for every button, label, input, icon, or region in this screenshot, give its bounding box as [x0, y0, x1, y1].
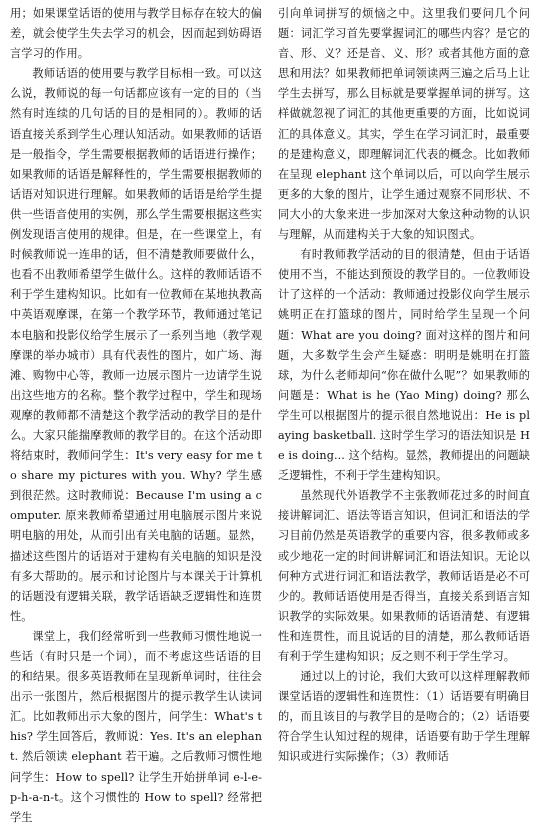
paragraph: 通过以上的讨论，我们大致可以这样理解教师课堂话语的逻辑性和连贯性：（1）话语要有明确目的，而且该目的与教学目的是吻合的；（2）话语要符合学生认知过程的规律，话语要有助于学生理解知识或进行实际操作；（3）教师话	[278, 670, 530, 764]
paragraph: 用；如果课堂话语的使用与教学目标存在较大的偏差，就会使学生失去学习的机会，因而起到妨碍语言学习的作用。	[10, 7, 262, 61]
paragraph: 有时教师教学活动的目的很清楚，但由于话语使用不当，不能达到预设的教学目的。一位教师设计了这样的一个活动：教师通过投影仪向学生展示姚明正在打篮球的图片，同时给学生呈现一个问题：What are you doing? 面对这样的图片和问题，大多数学生会产生疑惑：明明是姚明在打篮球，为什么老师却问“你在做什么呢”？如果教师的问题是：What is he (Yao Ming) doing? 那么学生可以根据图片的提示很自然地说出：He is playing basketball. 这时学生学习的语法知识是 He is doing... 这个结构。显然，教师提出的问题缺乏逻辑性，不利于学生建构知识。	[278, 248, 530, 483]
paragraph: 引向单词拼写的烦恼之中。这里我们要问几个问题：词汇学习首先要掌握词汇的哪些内容？是它的音、形、义？还是音、义、形？或者其他方面的意思和用法？如果教师把单词领读两三遍之后马上让学生去拼写，那么目标就是要掌握单词的拼写。这样做就忽视了词汇的其他更重要的方面，比如说词汇的具体意义。其实，学生在学习词汇时，最重要的是建构意义，即理解词汇代表的概念。比如教师在呈现 elephant 这个单词以后，可以向学生展示更多的大象的图片，让学生通过观察不同形状、不同大小的大象来进一步加深对大象这种动物的认识与理解，从而建构关于大象的知识图式。	[278, 7, 530, 242]
paragraph: 教师话语的使用要与教学目标相一致。可以这么说，教师说的每一句话都应该有一定的目的（当然有时连续的几句话的目的是相同的）。教师的话语直接关系到学生心理认知活动。如果教师的话语是一般指令，学生需要根据教师的话语进行操作；如果教师的话语是解释性的，学生需要根据教师的话语对知识进行理解。如果教师的话语是给学生提供一些语音使用的实例，那么学生需要根据这些实例发现语言使用的规律。但是，在一些课堂上，有时候教师说一连串的话，但不清楚教师要做什么，也看不出教师希望学生做什么。这样的教师话语不利于学生建构知识。比如有一位教师在某地执教高中英语观摩课，在第一个教学环节，教师通过笔记本电脑和投影仪给学生展示了一系列当地（教学观摩课的举办城市）具有代表性的图片，如广场、海滩、购物中心等，教师一边展示图片一边请学生说出这些地方的名称。整个教学过程中，学生和现场观摩的教师都不清楚这个教学活动的教学目的是什么。大家只能揣摩教师的教学目的。在这个活动即将结束时，教师问学生：It's very easy for me to share my pictures with you. Why? 学生感到很茫然。这时教师说：Because I'm using a computer. 原来教师希望通过用电脑展示图片来说明电脑的用处，从而引出有关电脑的话题。显然，描述这些图片的话语对于建构有关电脑的知识是没有多大帮助的。展示和讨论图片与本课关于计算机的话题没有逻辑关联，教学话语缺乏逻辑性和连贯性。	[10, 67, 262, 623]
right-column	[278, 4, 530, 764]
paragraph: 课堂上，我们经常听到一些教师习惯性地说一些话（有时只是一个词），而不考虑这些话语的目的和结果。很多英语教师在呈现新单词时，往往会出示一张图片，然后根据图片的提示教学生认读词汇。比如教师出示大象的图片，问学生：What's this? 学生回答后，教师说：Yes. It's an elephant. 然后领读 elephant 若干遍。之后教师习惯性地问学生：How to spell? 让学生开始拼单词 e-l-e-p-h-a-n-t。这个习惯性的 How to spell? 经常把学生	[10, 629, 262, 824]
paragraph: 虽然现代外语教学不主张教师花过多的时间直接讲解词汇、语法等语言知识，但词汇和语法的学习目前仍然是英语教学的重要内容，很多教师或多或少地花一定的时间讲解词汇和语法知识。无论以何种方式进行词汇和语法教学，教师话语是必不可少的。教师话语使用是否得当，直接关系到语言知识教学的实际效果。如果教师的话语清楚、有逻辑性和连贯性，而且说话的目的清楚，那么教师话语有利于学生建构知识；反之则不利于学生学习。	[278, 489, 530, 663]
left-column	[10, 4, 262, 824]
